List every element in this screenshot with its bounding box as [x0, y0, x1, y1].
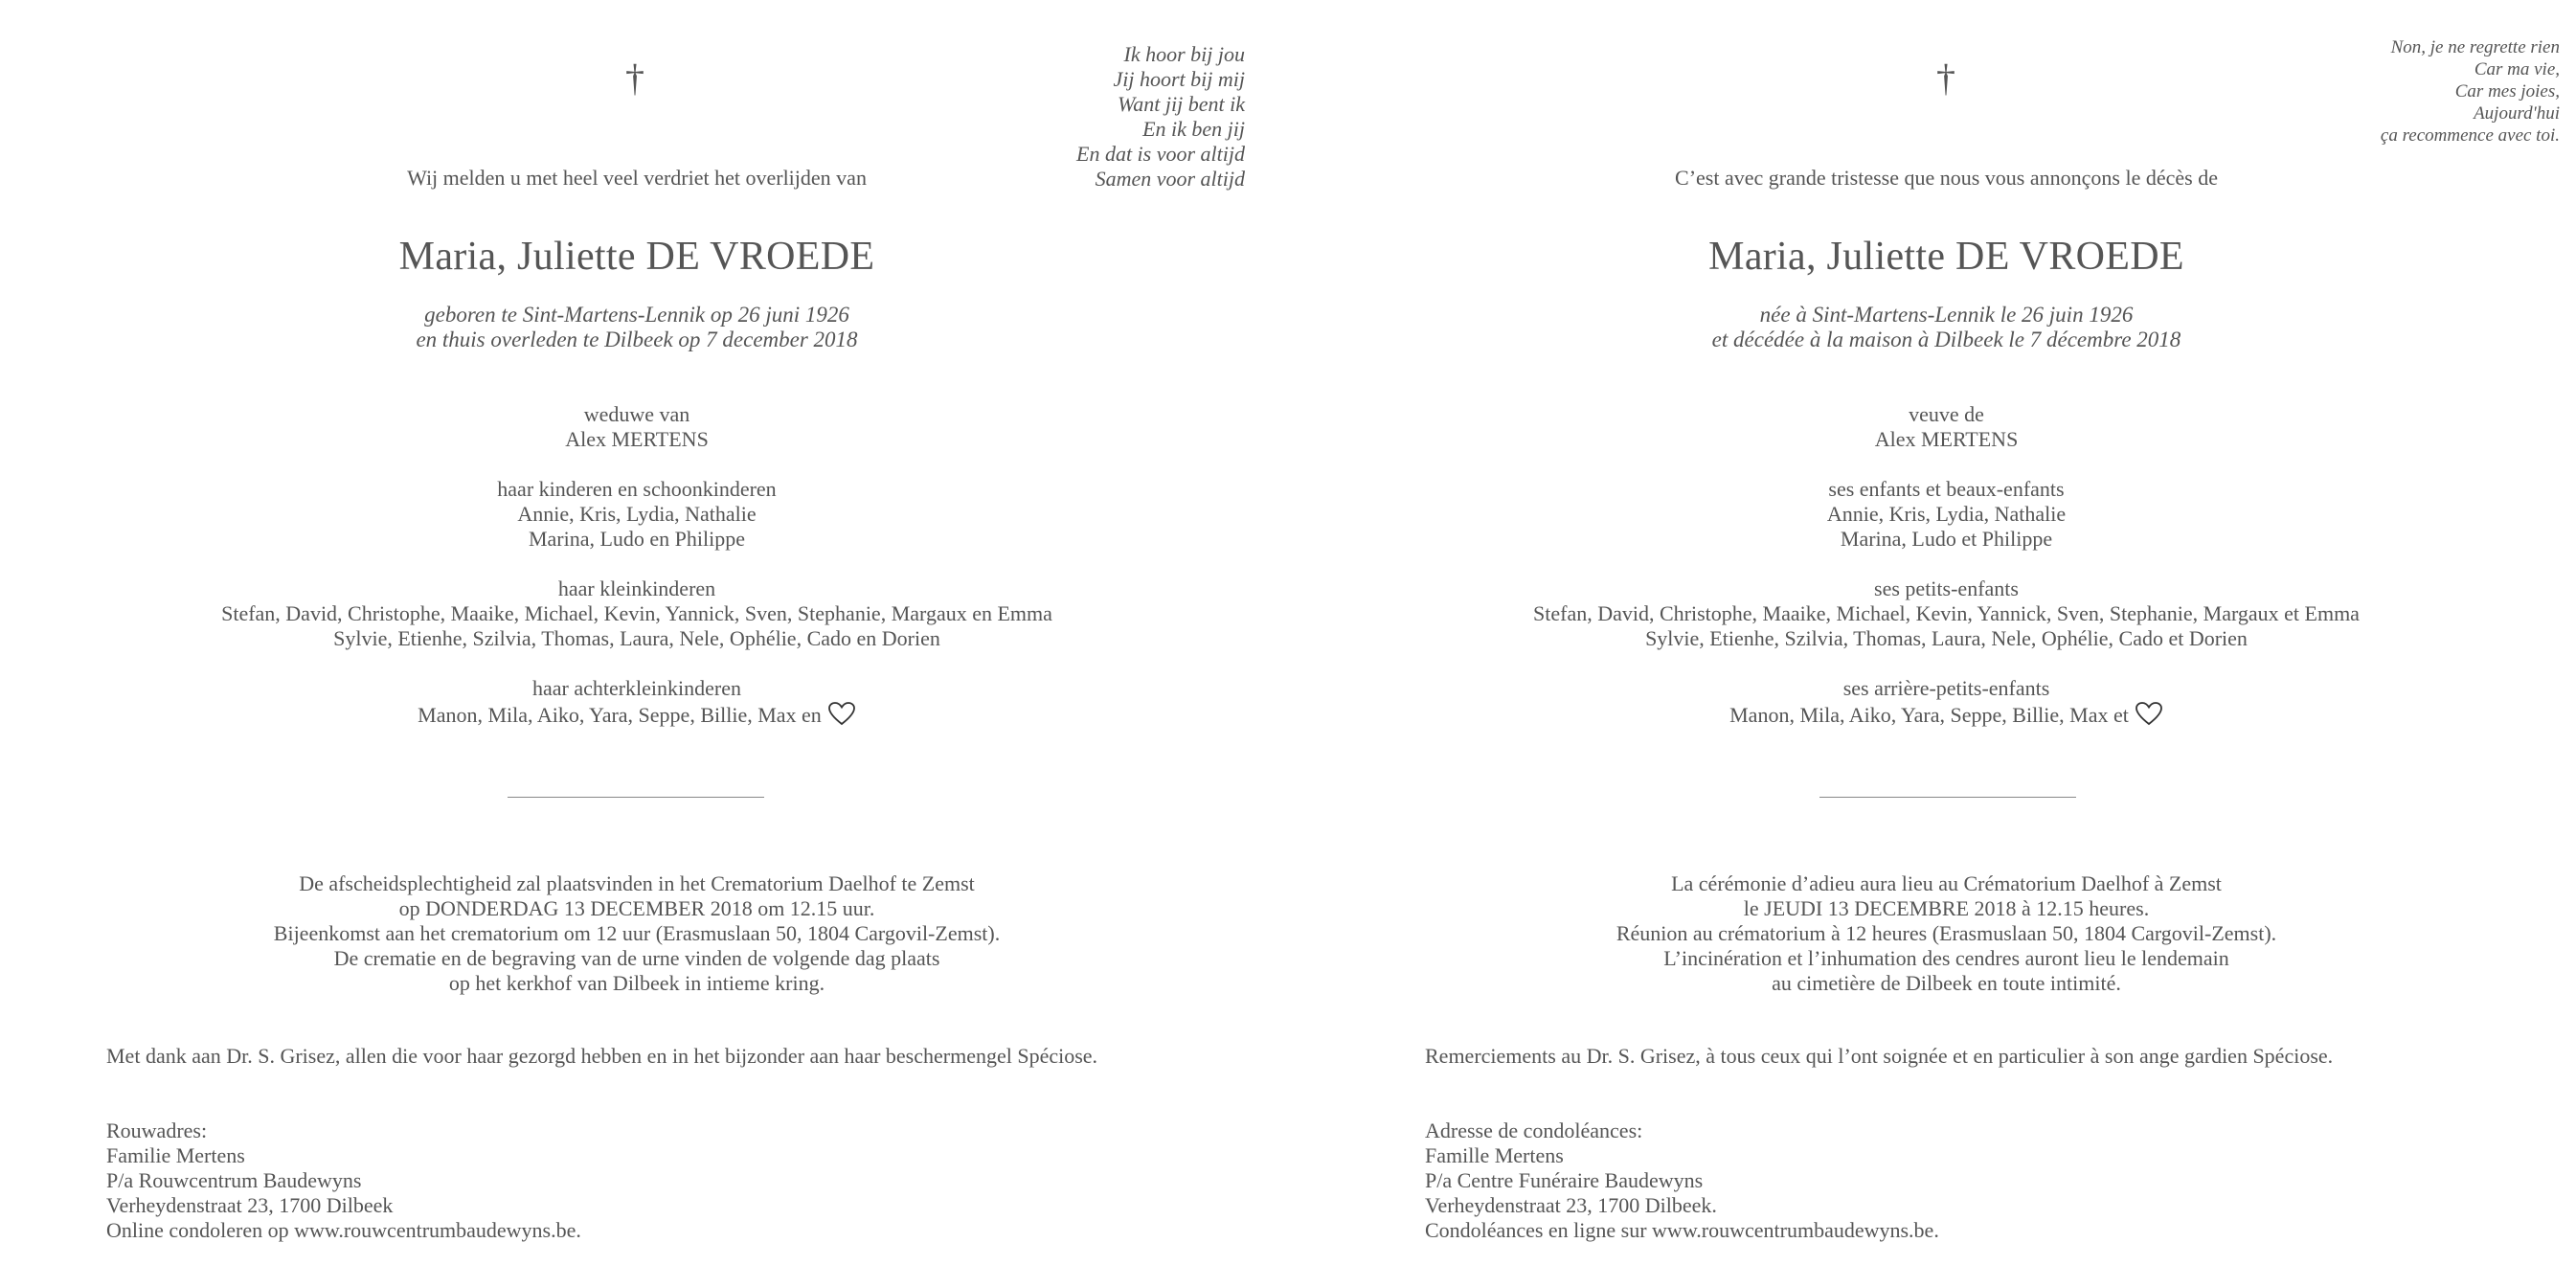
poem-line: Want jij bent ik: [1117, 92, 1245, 116]
greatgrandchildren-line: [0, 701, 1274, 732]
birth-death-info: [0, 303, 1274, 352]
heart-outline-icon: [827, 701, 856, 732]
thanks-text: Met dank aan Dr. S. Grisez, allen die voor haar gezorgd hebben en in het bijzonder aan haar beschermengel Spéciose.: [106, 1044, 1098, 1068]
address-line: Condoléances en ligne sur www.rouwcentrumbaudewyns.be.: [1425, 1218, 1939, 1242]
intro-text: C’est avec grande tristesse que nous vous annonçons le décès de: [1675, 166, 2218, 190]
address-line: Verheydenstraat 23, 1700 Dilbeek.: [1425, 1193, 1717, 1217]
divider: [1819, 797, 2076, 798]
address-line: Online condoleren op www.rouwcentrumbaudewyns.be.: [106, 1218, 581, 1242]
heart-outline-icon: [2135, 701, 2163, 732]
thanks-text: Remerciements au Dr. S. Grisez, à tous ceux qui l’ont soignée et en particulier à son ange gardien Spéciose.: [1425, 1044, 2334, 1068]
ceremony-line: op DONDERDAG 13 DECEMBER 2018 om 12.15 uur.: [398, 896, 875, 920]
notice-page-french: [1288, 0, 2576, 1288]
family-list: [1288, 402, 2576, 732]
poem-line: Non, je ne regrette rien: [2390, 37, 2560, 57]
divider: [508, 797, 764, 798]
greatgrandchildren-line: [1288, 701, 2576, 732]
grandchildren-line: Stefan, David, Christophe, Maaike, Michael, Kevin, Yannick, Sven, Stephanie, Margaux en Emma: [221, 601, 1052, 625]
address-line: Famille Mertens: [1425, 1143, 1564, 1167]
ceremony-line: De crematie en de begraving van de urne vinden de volgende dag plaats: [333, 946, 940, 970]
address-line: P/a Centre Funéraire Baudewyns: [1425, 1168, 1704, 1192]
birth-line: née à Sint-Martens-Lennik le 26 juin 1926: [1759, 303, 2134, 327]
ceremony-line: De afscheidsplechtigheid zal plaatsvinden in het Crematorium Daelhof te Zemst: [299, 871, 975, 895]
spouse-name: Alex MERTENS: [565, 427, 709, 451]
poem-line: En dat is voor altijd: [1076, 142, 1245, 166]
birth-death-info: [1288, 303, 2576, 352]
poem-line: En ik ben jij: [1142, 117, 1245, 141]
poem-line: Ik hoor bij jou: [1123, 42, 1245, 66]
grandchildren-line: Stefan, David, Christophe, Maaike, Michael, Kevin, Yannick, Sven, Stephanie, Margaux et Emma: [1533, 601, 2360, 625]
grandchildren-label: ses petits-enfants: [1874, 576, 2019, 600]
ceremony-line: le JEUDI 13 DECEMBRE 2018 à 12.15 heures.: [1743, 896, 2150, 920]
death-line: en thuis overleden te Dilbeek op 7 december 2018: [416, 328, 858, 351]
spouse-label: weduwe van: [583, 402, 690, 426]
ceremony-line: Bijeenkomst aan het crematorium om 12 uur (Erasmuslaan 50, 1804 Cargovil-Zemst).: [273, 921, 1001, 945]
poem-line: Car ma vie,: [2474, 59, 2560, 79]
greatgrandchildren-names: Manon, Mila, Aiko, Yara, Seppe, Billie, Max en: [418, 703, 822, 727]
spouse-label: veuve de: [1909, 402, 1984, 426]
intro-text: Wij melden u met heel veel verdriet het overlijden van: [407, 166, 867, 190]
address-block: [1425, 1119, 1939, 1243]
greatgrandchildren-names: Manon, Mila, Aiko, Yara, Seppe, Billie, Max et: [1729, 703, 2129, 727]
address-line: Familie Mertens: [106, 1143, 245, 1167]
greatgrandchildren-label: ses arrière-petits-enfants: [1842, 676, 2050, 700]
poem-line: Aujourd'hui: [2474, 103, 2560, 124]
greatgrandchildren-label: haar achterkleinkinderen: [531, 676, 742, 700]
ceremony-line: op het kerkhof van Dilbeek in intieme kring.: [448, 971, 825, 995]
birth-line: geboren te Sint-Martens-Lennik op 26 juni 1926: [424, 303, 849, 327]
poem-line: Car mes joies,: [2454, 81, 2560, 102]
poem-line: Jij hoort bij mij: [1113, 67, 1245, 91]
spouse-name: Alex MERTENS: [1874, 427, 2019, 451]
ceremony-info: [1288, 871, 2576, 996]
ceremony-line: Réunion au crématorium à 12 heures (Erasmuslaan 50, 1804 Cargovil-Zemst).: [1616, 921, 2277, 945]
address-block: [106, 1119, 581, 1243]
family-list: [0, 402, 1274, 732]
ceremony-info: [0, 871, 1274, 996]
ceremony-line: au cimetière de Dilbeek en toute intimité.: [1772, 971, 2121, 995]
address-line: Verheydenstraat 23, 1700 Dilbeek: [106, 1193, 394, 1217]
children-label: haar kinderen en schoonkinderen: [497, 477, 777, 501]
address-line: P/a Rouwcentrum Baudewyns: [106, 1168, 362, 1192]
cross-icon: †: [625, 56, 644, 100]
poem-line: ça recommence avec toi.: [2380, 125, 2560, 146]
address-line: Adresse de condoléances:: [1425, 1119, 1643, 1142]
deceased-name: Maria, Juliette DE VROEDE: [398, 235, 875, 279]
grandchildren-line: Sylvie, Etienhe, Szilvia, Thomas, Laura, Nele, Ophélie, Cado en Dorien: [333, 626, 940, 650]
death-line: et décédée à la maison à Dilbeek le 7 décembre 2018: [1711, 328, 2181, 351]
poem-line: Samen voor altijd: [1095, 167, 1245, 191]
poem: [2381, 36, 2560, 147]
children-label: ses enfants et beaux-enfants: [1828, 477, 2065, 501]
children-line: Annie, Kris, Lydia, Nathalie: [1826, 502, 2067, 526]
grandchildren-label: haar kleinkinderen: [557, 576, 716, 600]
cross-icon: †: [1936, 56, 1955, 100]
deceased-name: Maria, Juliette DE VROEDE: [1708, 235, 2184, 279]
children-line: Marina, Ludo et Philippe: [1840, 527, 2053, 551]
children-line: Annie, Kris, Lydia, Nathalie: [517, 502, 757, 526]
grandchildren-line: Sylvie, Etienhe, Szilvia, Thomas, Laura, Nele, Ophélie, Cado et Dorien: [1645, 626, 2248, 650]
ceremony-line: La cérémonie d’adieu aura lieu au Crématorium Daelhof à Zemst: [1671, 871, 2222, 895]
ceremony-line: L’incinération et l’inhumation des cendres auront lieu le lendemain: [1663, 946, 2229, 970]
address-line: Rouwadres:: [106, 1119, 208, 1142]
children-line: Marina, Ludo en Philippe: [528, 527, 746, 551]
